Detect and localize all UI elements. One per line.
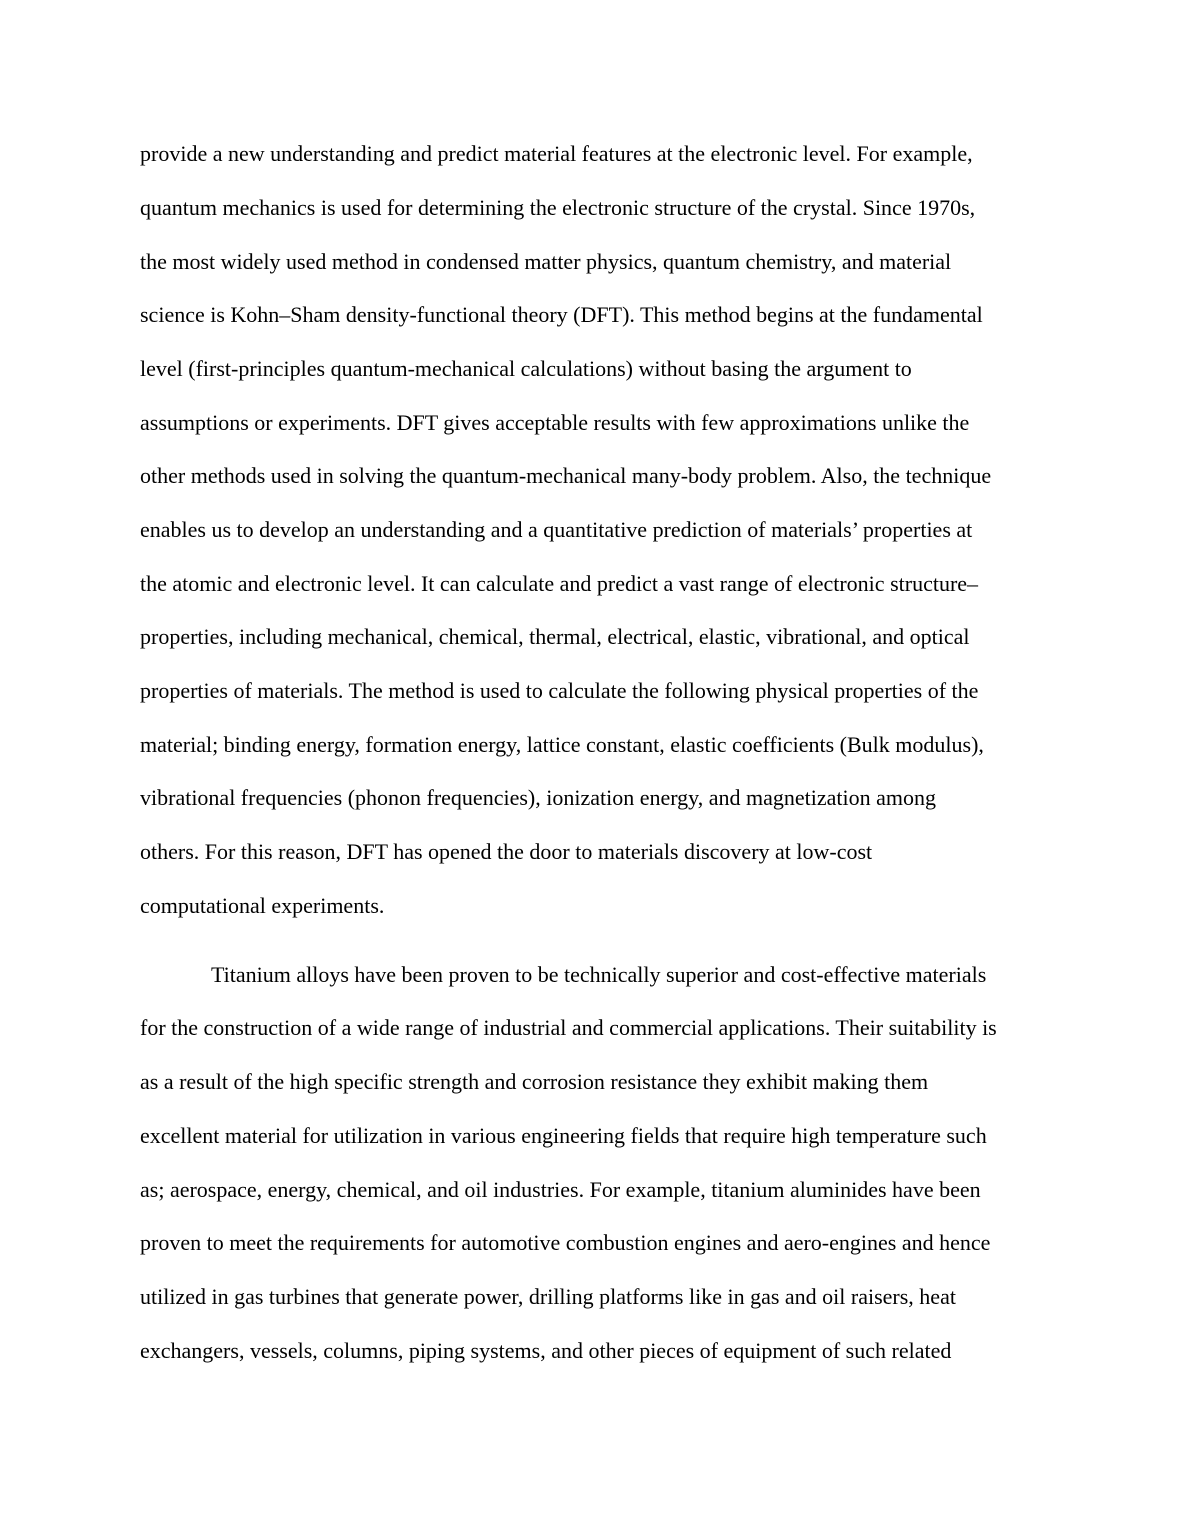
paragraph-1-line-14: others. For this reason, DFT has opened the door to materials discovery at low-cost	[140, 839, 873, 864]
paragraph-1-line-15: computational experiments.	[140, 893, 385, 918]
paragraph-1-line-10: properties, including mechanical, chemical, thermal, electrical, elastic, vibrational, and optical	[140, 624, 970, 649]
paragraph-2-line-2: for the construction of a wide range of industrial and commercial applications. Their suitability is	[140, 1015, 997, 1040]
paragraph-1-line-6: assumptions or experiments. DFT gives acceptable results with few approximations unlike the	[140, 410, 970, 435]
paragraph-2-line-8: exchangers, vessels, columns, piping systems, and other pieces of equipment of such related	[140, 1338, 952, 1363]
paragraph-1-line-8: enables us to develop an understanding and a quantitative prediction of materials’ properties at	[140, 517, 973, 542]
paragraph-2-line-7: utilized in gas turbines that generate power, drilling platforms like in gas and oil raisers, heat	[140, 1284, 956, 1309]
paragraph-2-line-6: proven to meet the requirements for automotive combustion engines and aero-engines and hence	[140, 1230, 991, 1255]
paragraph-1-line-11: properties of materials. The method is used to calculate the following physical properties of the	[140, 678, 979, 703]
paragraph-1-line-9: the atomic and electronic level. It can calculate and predict a vast range of electronic structure–	[140, 571, 979, 596]
paragraph-1-line-5: level (first-principles quantum-mechanical calculations) without basing the argument to	[140, 356, 912, 381]
paragraph-2-line-5: as; aerospace, energy, chemical, and oil industries. For example, titanium aluminides have been	[140, 1177, 981, 1202]
paragraph-2-line-1: Titanium alloys have been proven to be technically superior and cost-effective materials	[211, 962, 987, 987]
paragraph-1-line-3: the most widely used method in condensed matter physics, quantum chemistry, and material	[140, 249, 952, 274]
paragraph-2-line-3: as a result of the high specific strength and corrosion resistance they exhibit making them	[140, 1069, 929, 1094]
paragraph-1-line-1: provide a new understanding and predict material features at the electronic level. For example,	[140, 141, 973, 166]
paragraph-1-line-13: vibrational frequencies (phonon frequencies), ionization energy, and magnetization among	[140, 785, 936, 810]
paragraph-1-line-12: material; binding energy, formation energy, lattice constant, elastic coefficients (Bulk modulus),	[140, 732, 984, 757]
paragraph-1-line-4: science is Kohn–Sham density-functional theory (DFT). This method begins at the fundamental	[140, 302, 983, 327]
paragraph-1-line-7: other methods used in solving the quantum-mechanical many-body problem. Also, the technique	[140, 463, 992, 488]
paragraph-1-line-2: quantum mechanics is used for determining the electronic structure of the crystal. Since 1970s,	[140, 195, 976, 220]
paragraph-2-line-4: excellent material for utilization in various engineering fields that require high temperature such	[140, 1123, 987, 1148]
